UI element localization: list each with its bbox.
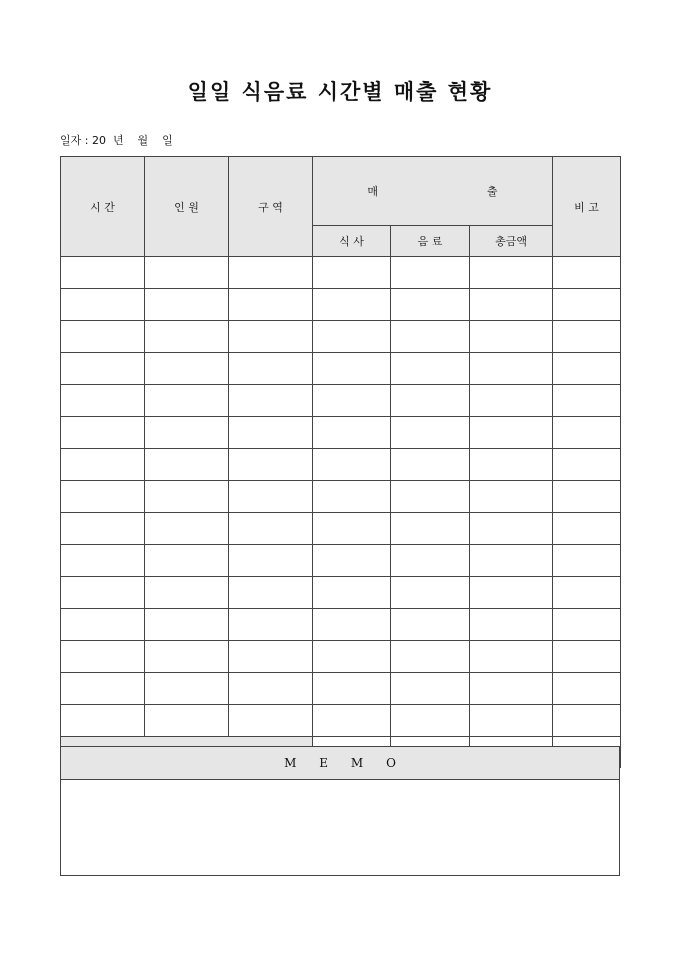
cell-beverage[interactable] xyxy=(391,353,470,385)
cell-people[interactable] xyxy=(145,481,229,513)
cell-remarks[interactable] xyxy=(553,417,621,449)
cell-beverage[interactable] xyxy=(391,673,470,705)
cell-total-amount[interactable] xyxy=(470,641,553,673)
cell-remarks[interactable] xyxy=(553,289,621,321)
cell-food[interactable] xyxy=(313,609,391,641)
cell-food[interactable] xyxy=(313,449,391,481)
cell-people[interactable] xyxy=(145,513,229,545)
cell-total-amount[interactable] xyxy=(470,673,553,705)
table-row xyxy=(61,481,621,513)
cell-remarks[interactable] xyxy=(553,545,621,577)
cell-food[interactable] xyxy=(313,545,391,577)
cell-people[interactable] xyxy=(145,417,229,449)
memo-box xyxy=(60,746,620,876)
cell-people[interactable] xyxy=(145,257,229,289)
cell-zone[interactable] xyxy=(229,289,313,321)
cell-people[interactable] xyxy=(145,705,229,737)
cell-food[interactable] xyxy=(313,321,391,353)
cell-people[interactable] xyxy=(145,449,229,481)
cell-remarks[interactable] xyxy=(553,321,621,353)
cell-zone[interactable] xyxy=(229,545,313,577)
cell-people[interactable] xyxy=(145,641,229,673)
cell-beverage[interactable] xyxy=(391,417,470,449)
cell-total-amount[interactable] xyxy=(470,353,553,385)
cell-time[interactable] xyxy=(61,673,145,705)
cell-food[interactable] xyxy=(313,289,391,321)
cell-beverage[interactable] xyxy=(391,481,470,513)
cell-time[interactable] xyxy=(61,417,145,449)
cell-zone[interactable] xyxy=(229,353,313,385)
cell-beverage[interactable] xyxy=(391,449,470,481)
cell-total-amount[interactable] xyxy=(470,481,553,513)
cell-food[interactable] xyxy=(313,257,391,289)
page-title: 일일 식음료 시간별 매출 현황 xyxy=(187,79,493,104)
cell-beverage[interactable] xyxy=(391,609,470,641)
cell-people[interactable] xyxy=(145,321,229,353)
table-row xyxy=(61,577,621,609)
cell-time[interactable] xyxy=(61,545,145,577)
cell-beverage[interactable] xyxy=(391,577,470,609)
cell-zone[interactable] xyxy=(229,641,313,673)
cell-people[interactable] xyxy=(145,577,229,609)
cell-total-amount[interactable] xyxy=(470,609,553,641)
cell-zone[interactable] xyxy=(229,321,313,353)
header-people: 인 원 xyxy=(145,157,229,257)
cell-total-amount[interactable] xyxy=(470,321,553,353)
table-row xyxy=(61,513,621,545)
header-sales-right: 출 xyxy=(486,185,498,198)
cell-remarks[interactable] xyxy=(553,705,621,737)
cell-people[interactable] xyxy=(145,609,229,641)
table-row xyxy=(61,609,621,641)
cell-food[interactable] xyxy=(313,705,391,737)
header-total-amount: 총금액 xyxy=(470,226,553,257)
cell-food[interactable] xyxy=(313,417,391,449)
cell-time[interactable] xyxy=(61,481,145,513)
cell-beverage[interactable] xyxy=(391,641,470,673)
cell-zone[interactable] xyxy=(229,609,313,641)
cell-time[interactable] xyxy=(61,257,145,289)
table-row xyxy=(61,257,621,289)
cell-zone[interactable] xyxy=(229,705,313,737)
cell-remarks[interactable] xyxy=(553,513,621,545)
cell-beverage[interactable] xyxy=(391,257,470,289)
cell-zone[interactable] xyxy=(229,513,313,545)
cell-total-amount[interactable] xyxy=(470,513,553,545)
cell-total-amount[interactable] xyxy=(470,385,553,417)
cell-time[interactable] xyxy=(61,705,145,737)
memo-label: M E M O xyxy=(61,747,619,780)
table-row xyxy=(61,449,621,481)
cell-remarks[interactable] xyxy=(553,481,621,513)
cell-remarks[interactable] xyxy=(553,257,621,289)
cell-people[interactable] xyxy=(145,673,229,705)
cell-total-amount[interactable] xyxy=(470,577,553,609)
cell-zone[interactable] xyxy=(229,385,313,417)
header-sales xyxy=(313,157,553,226)
table-row xyxy=(61,353,621,385)
cell-remarks[interactable] xyxy=(553,609,621,641)
cell-time[interactable] xyxy=(61,641,145,673)
cell-food[interactable] xyxy=(313,577,391,609)
cell-time[interactable] xyxy=(61,289,145,321)
cell-people[interactable] xyxy=(145,353,229,385)
table-row xyxy=(61,417,621,449)
table-row xyxy=(61,641,621,673)
table-row xyxy=(61,289,621,321)
cell-food[interactable] xyxy=(313,513,391,545)
header-sales-left: 매 xyxy=(367,185,379,198)
cell-beverage[interactable] xyxy=(391,289,470,321)
cell-beverage[interactable] xyxy=(391,545,470,577)
cell-zone[interactable] xyxy=(229,417,313,449)
cell-total-amount[interactable] xyxy=(470,289,553,321)
cell-total-amount[interactable] xyxy=(470,449,553,481)
cell-food[interactable] xyxy=(313,673,391,705)
cell-food[interactable] xyxy=(313,641,391,673)
cell-beverage[interactable] xyxy=(391,513,470,545)
cell-people[interactable] xyxy=(145,385,229,417)
cell-zone[interactable] xyxy=(229,257,313,289)
cell-total-amount[interactable] xyxy=(470,545,553,577)
cell-beverage[interactable] xyxy=(391,321,470,353)
header-food: 식 사 xyxy=(313,226,391,257)
cell-time[interactable] xyxy=(61,513,145,545)
cell-time[interactable] xyxy=(61,321,145,353)
cell-remarks[interactable] xyxy=(553,673,621,705)
table-row xyxy=(61,321,621,353)
table-row xyxy=(61,673,621,705)
cell-time[interactable] xyxy=(61,385,145,417)
cell-remarks[interactable] xyxy=(553,641,621,673)
memo-area[interactable] xyxy=(61,780,619,875)
header-beverage: 음 료 xyxy=(391,226,470,257)
cell-remarks[interactable] xyxy=(553,449,621,481)
date-line: 일자 : 20 년 월 일 xyxy=(60,134,173,147)
table-row xyxy=(61,385,621,417)
cell-zone[interactable] xyxy=(229,673,313,705)
cell-people[interactable] xyxy=(145,545,229,577)
cell-people[interactable] xyxy=(145,289,229,321)
cell-food[interactable] xyxy=(313,481,391,513)
cell-time[interactable] xyxy=(61,353,145,385)
cell-zone[interactable] xyxy=(229,577,313,609)
header-zone: 구 역 xyxy=(229,157,313,257)
cell-zone[interactable] xyxy=(229,481,313,513)
table-row xyxy=(61,545,621,577)
cell-time[interactable] xyxy=(61,609,145,641)
cell-food[interactable] xyxy=(313,385,391,417)
cell-time[interactable] xyxy=(61,449,145,481)
cell-beverage[interactable] xyxy=(391,385,470,417)
cell-remarks[interactable] xyxy=(553,353,621,385)
sales-table xyxy=(60,156,621,768)
cell-food[interactable] xyxy=(313,353,391,385)
header-remarks: 비 고 xyxy=(553,157,621,257)
cell-remarks[interactable] xyxy=(553,385,621,417)
cell-time[interactable] xyxy=(61,577,145,609)
cell-beverage[interactable] xyxy=(391,705,470,737)
cell-remarks[interactable] xyxy=(553,577,621,609)
cell-total-amount[interactable] xyxy=(470,257,553,289)
cell-total-amount[interactable] xyxy=(470,417,553,449)
cell-total-amount[interactable] xyxy=(470,705,553,737)
header-time: 시 간 xyxy=(61,157,145,257)
cell-zone[interactable] xyxy=(229,449,313,481)
table-row xyxy=(61,705,621,737)
